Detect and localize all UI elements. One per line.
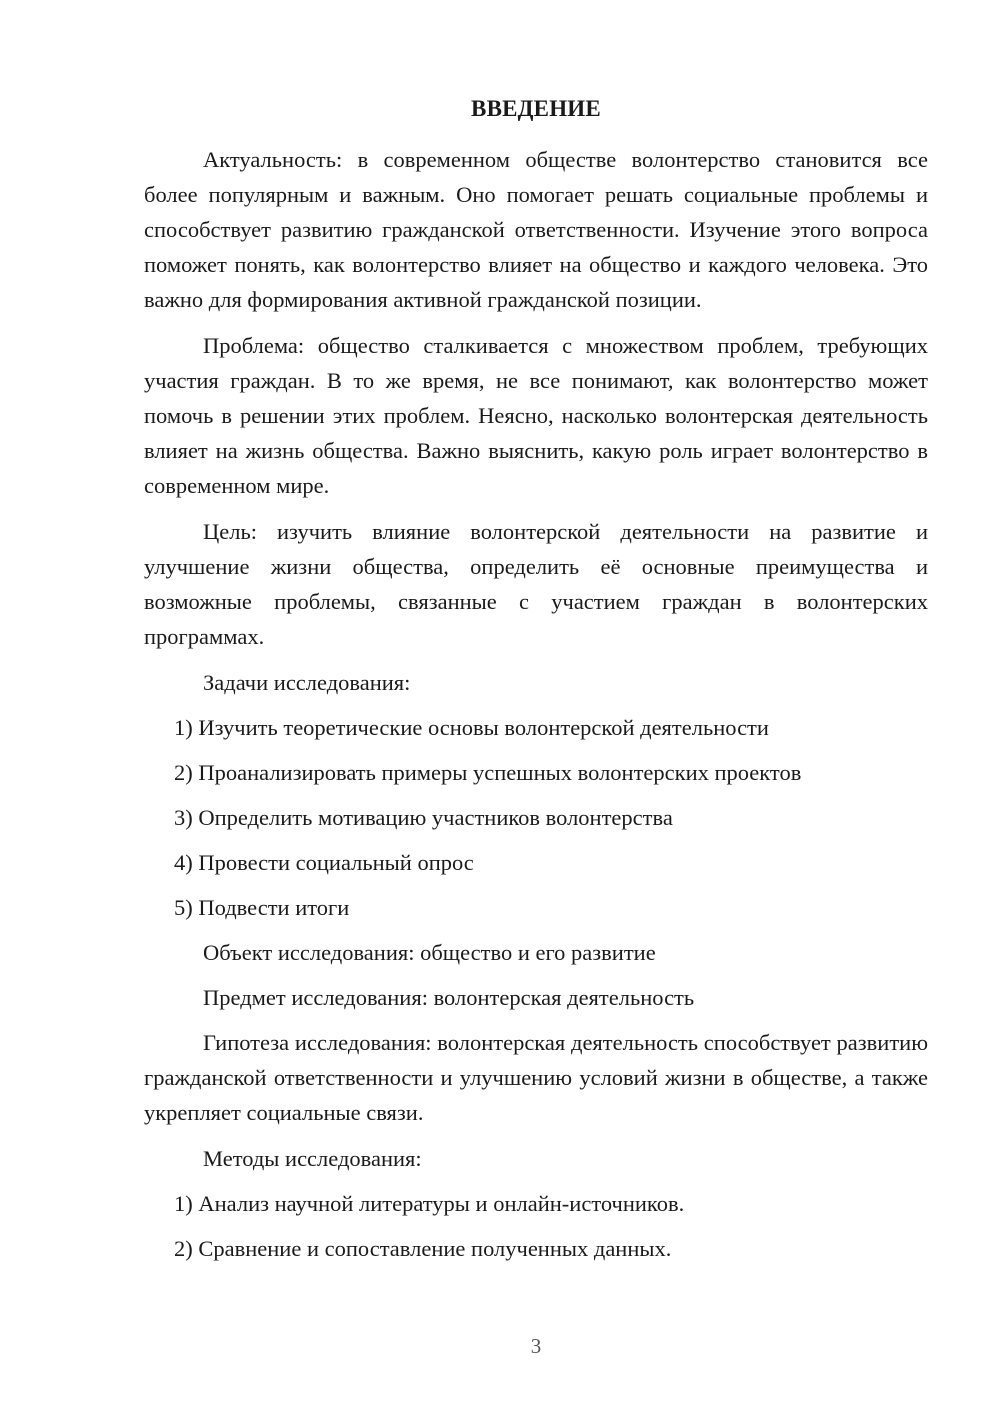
methods-heading: Методы исследования: xyxy=(203,1146,422,1171)
problem-paragraph: Проблема: общество сталкивается с множеством проблем, требующих участия граждан. В то же время, не все понимают, как волонтерство может помочь в решении этих проблем. Неясно, насколько волонтерская деятельность влияет на жизнь общества. Важно выяснить, какую роль играет волонтерство в современном мире. xyxy=(144,333,928,498)
method-item: 2) Сравнение и сопоставление полученных данных. xyxy=(174,1236,672,1261)
section-title: ВВЕДЕНИЕ xyxy=(471,96,601,121)
relevance-paragraph: Актуальность: в современном обществе волонтерство становится все более популярным и важным. Оно помогает решать социальные проблемы и способствует развитию гражданской ответственности. Изучение этого вопроса поможет понять, как волонтерство влияет на общество и каждого человека. Это важно для формирования активной гражданской позиции. xyxy=(144,147,928,312)
method-item: 1) Анализ научной литературы и онлайн-источников. xyxy=(174,1191,685,1216)
task-item: 1) Изучить теоретические основы волонтерской деятельности xyxy=(174,715,769,740)
task-item: 5) Подвести итоги xyxy=(174,895,350,920)
tasks-heading: Задачи исследования: xyxy=(203,670,411,695)
page-body xyxy=(144,142,928,1276)
hypothesis-paragraph: Гипотеза исследования: волонтерская деятельность способствует развитию гражданской ответственности и улучшению условий жизни в обществе, а также укрепляет социальные связи. xyxy=(144,1030,928,1125)
goal-paragraph: Цель: изучить влияние волонтерской деятельности на развитие и улучшение жизни общества, определить её основные преимущества и возможные проблемы, связанные с участием граждан в волонтерских программах. xyxy=(144,519,928,649)
task-item: 2) Проанализировать примеры успешных волонтерских проектов xyxy=(174,760,802,785)
page-number: 3 xyxy=(530,1334,542,1358)
task-item: 3) Определить мотивацию участников волонтерства xyxy=(174,805,673,830)
research-subject: Предмет исследования: волонтерская деятельность xyxy=(203,985,695,1010)
task-item: 4) Провести социальный опрос xyxy=(174,850,474,875)
research-object: Объект исследования: общество и его развитие xyxy=(203,940,656,965)
